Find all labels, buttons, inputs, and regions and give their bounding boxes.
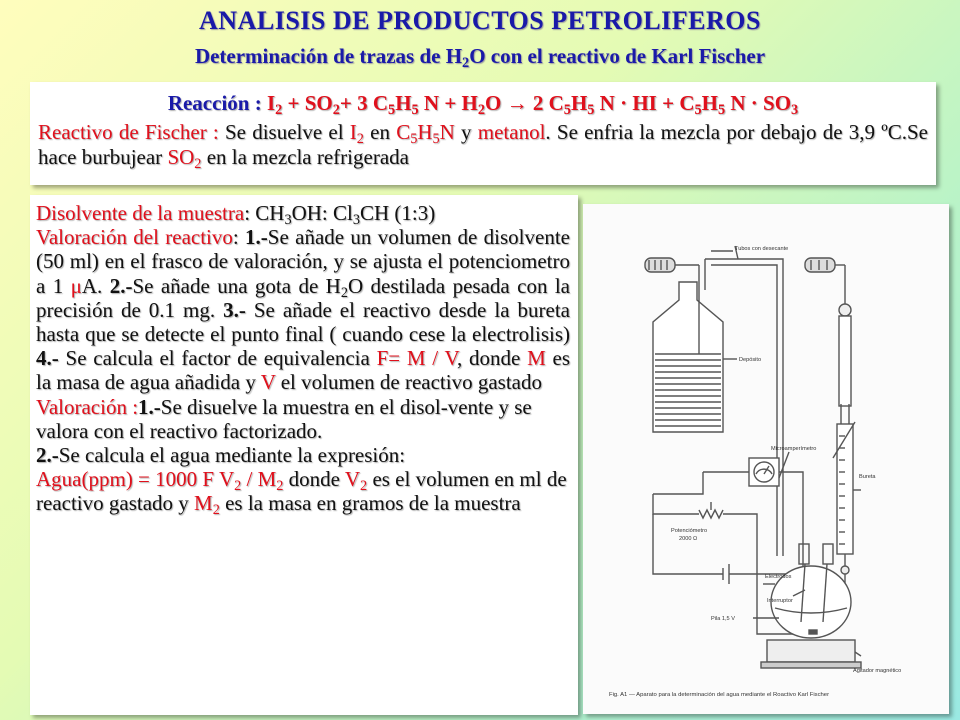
magnetic-stirrer	[761, 640, 861, 668]
label-ohm: 2000 Ω	[679, 536, 698, 542]
valoracion-paragraph: Valoración :1.-Se disuelve la muestra en el disol-vente y se valora con el reactivo factorizado.	[36, 394, 532, 443]
figure-caption: Fig. A1 — Aparato para la determinación del agua mediante el Roactivo Karl Fischer	[609, 692, 830, 698]
calculo-line: 2.-Se calcula el agua mediante la expresión:	[36, 443, 406, 468]
apparatus-figure	[583, 204, 949, 714]
procedure-text	[36, 201, 571, 519]
reaction-box	[30, 82, 936, 185]
drying-tube-right	[805, 258, 845, 272]
label-electrodos: Electrodos	[765, 574, 792, 580]
valoracion-reactivo-paragraph: Valoración del reactivo: 1.-Se añade un volumen de disolvente (50 ml) en el frasco de valoración, y se ajusta el potenciometro a 1 μA. 2.-Se añade una gota de $H_2O$ destilada pesada con la precisión de 0.1 mg. 3.- Se añade el reactivo desde la bureta hasta que se detecte el punto final ( cuando cese la electrolisis) 4.- Se calcula el factor de equivalencia F= M / V, donde M es la masa de agua añadida y V el volumen de reactivo gastado	[36, 225, 571, 395]
apparatus-diagram	[583, 204, 949, 714]
label-pot: Potenciómetro	[671, 528, 708, 534]
label-interruptor: Interruptor	[767, 598, 793, 604]
label-agitador: Agitador magnético	[853, 668, 902, 674]
fischer-reagent-text: Reactivo de Fischer : Se disuelve el $I_2$ en $C_5H_5N$ y metanol. Se enfria la mezcla por debajo de 3,9 ºC.Se hace burbujear $SO_2$ en la mezcla refrigerada	[38, 120, 928, 172]
procedure-box	[30, 195, 578, 715]
reaction-equation: Reacción : $I_2 + SO_2+ 3$ $C_5H_5$ $N + H_2O \to 2$ $C_5H_5$ N · HI + $C_5H_5$ $N \cdot SO_3$	[167, 91, 799, 118]
label-micro: Microamperímetro	[771, 446, 817, 452]
label-bureta: Bureta	[859, 474, 876, 480]
drying-tube-left	[645, 258, 699, 272]
label-pila: Pila 1,5 V	[711, 616, 735, 622]
disolvente-line: Disolvente de la muestra: $CH_3OH$: $Cl_3CH$ (1:3)	[36, 201, 436, 228]
reservoir-bottle	[653, 259, 723, 432]
page-title: ANALISIS DE PRODUCTOS PETROLIFEROS	[199, 6, 761, 35]
formula-paragraph: Agua(ppm) = 1000 F $V_2 / M_2$ donde $V_2$ es el volumen en ml de reactivo gastado y $M_2$ es la masa en gramos de la muestra	[36, 467, 567, 519]
label-tubos: Tubos con desecante	[735, 246, 789, 252]
page-subtitle: Determinación de trazas de $H_2O$ con el reactivo de Karl Fischer	[194, 44, 766, 71]
label-deposito: Depósito	[739, 357, 762, 363]
